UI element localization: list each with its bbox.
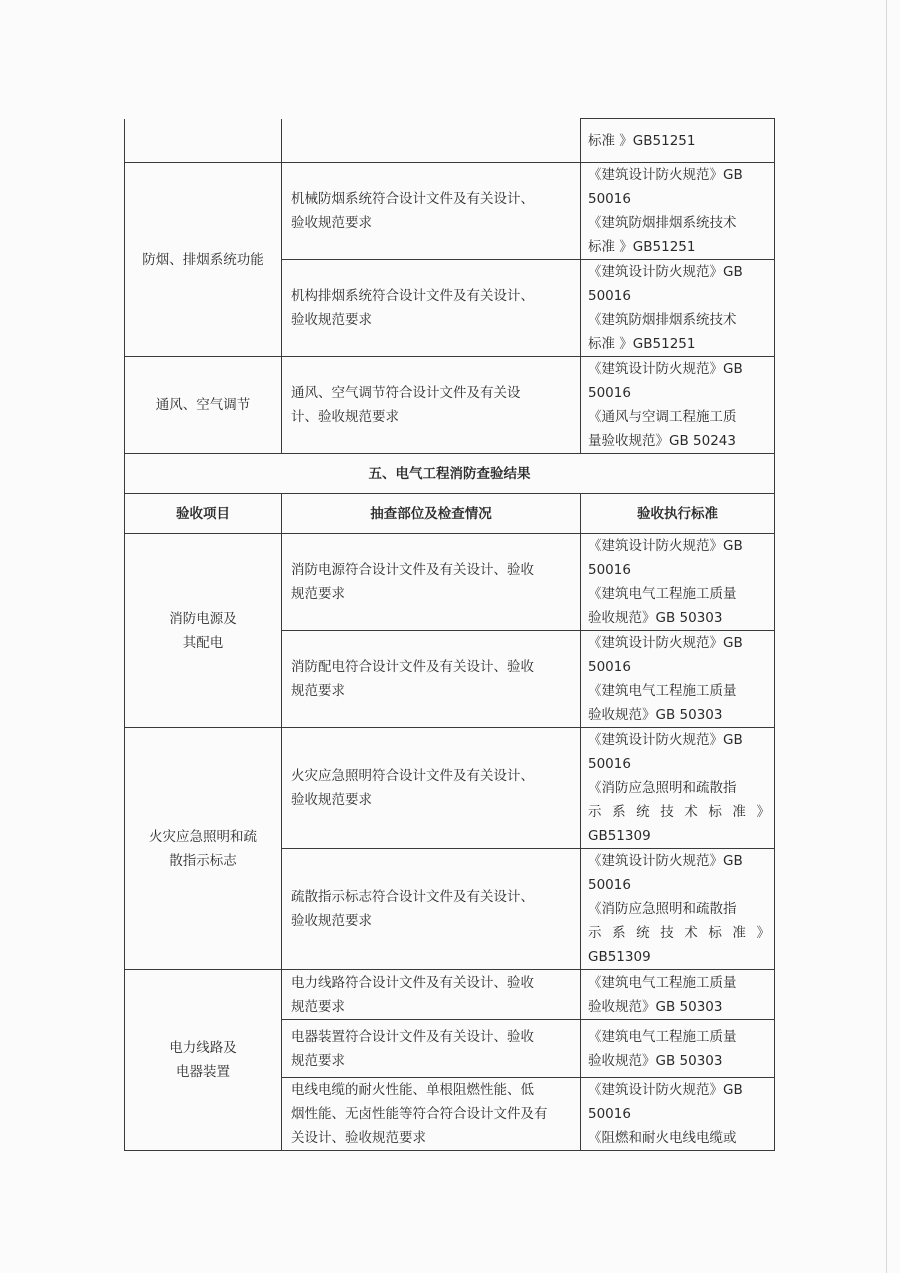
standard-line: 《通风与空调工程施工质 [588,409,737,425]
section-row [125,454,775,494]
check-line: 验收规范要求 [291,215,372,231]
standard-line: 标准 》GB51251 [588,336,696,352]
standard-line: 《阻燃和耐火电线电缆或 [588,1130,737,1146]
standard-cell [581,849,775,970]
check-cell [282,260,581,357]
check-line: 烟性能、无卤性能等符合符合设计文件及有 [291,1106,548,1122]
check-line: 规范要求 [291,998,345,1015]
item-cell [125,163,282,357]
standard-cell [581,534,775,631]
check-cell [282,1020,581,1078]
check-cell [282,970,581,1020]
item-cell [125,119,282,163]
header-item: 验收项目 [125,494,282,534]
check-line: 疏散指示标志符合设计文件及有关设计、 [291,889,534,905]
standard-line: 50016 [588,877,631,893]
table-row [125,163,775,260]
standard-line: GB51309 [588,828,651,844]
header-check: 抽查部位及检查情况 [282,494,581,534]
check-line: 验收规范要求 [291,913,372,929]
check-cell [282,357,581,454]
standard-line: 标准 》GB51251 [588,132,696,149]
standard-line: 50016 [588,756,631,772]
standard-line: 《消防应急照明和疏散指 [588,780,737,796]
standard-line: 50016 [588,562,631,578]
standard-line: GB51309 [588,949,651,965]
justified-char: 系 [612,804,626,820]
check-line: 火灾应急照明符合设计文件及有关设计、 [291,768,534,784]
standard-line: 50016 [588,288,631,304]
item-label: 散指示标志 [169,852,237,869]
standard-line: 《建筑设计防火规范》GB [588,264,743,280]
standard-cell [581,119,775,163]
check-line: 电力线路符合设计文件及有关设计、验收 [291,974,534,991]
justified-char: 标 [708,925,722,941]
header-standard: 验收执行标准 [581,494,775,534]
standard-line: 验收规范》GB 50303 [588,1052,723,1069]
check-cell [282,534,581,631]
item-cell [125,970,282,1151]
standard-cell [581,631,775,728]
check-cell [282,631,581,728]
check-line: 计、验收规范要求 [291,409,399,425]
standard-line: 《建筑设计防火规范》GB [588,167,743,183]
standard-line: 标准 》GB51251 [588,239,696,255]
item-cell [125,357,282,454]
standard-cell [581,1078,775,1151]
standard-line: 《消防应急照明和疏散指 [588,901,737,917]
standard-line: 《建筑设计防火规范》GB [588,361,743,377]
justified-char: 术 [684,804,698,820]
check-line: 规范要求 [291,1052,345,1069]
justified-char: 准 [732,925,746,941]
standard-line: 量验收规范》GB 50243 [588,433,736,449]
standard-cell [581,1020,775,1078]
standard-line: 《建筑防烟排烟系统技术 [588,215,737,231]
check-line: 通风、空气调节符合设计文件及有关设 [291,385,521,401]
item-label: 防烟、排烟系统功能 [142,251,264,268]
standard-line: 50016 [588,191,631,207]
check-cell [282,119,581,163]
table-row [125,119,775,163]
justified-char: 统 [636,804,650,820]
item-label: 消防电源及 [169,610,237,627]
standard-cell [581,970,775,1020]
standard-line: 《建筑设计防火规范》GB [588,853,743,869]
check-line: 规范要求 [291,683,345,699]
check-cell [282,1078,581,1151]
standard-line: 50016 [588,659,631,675]
check-line: 电器装置符合设计文件及有关设计、验收 [291,1028,534,1045]
standard-justified-line [588,800,770,824]
check-line: 机构排烟系统符合设计文件及有关设计、 [291,288,534,304]
standard-line: 《建筑电气工程施工质量 [588,586,737,602]
table-row [125,728,775,849]
standard-line: 《建筑电气工程施工质量 [588,683,737,699]
check-line: 验收规范要求 [291,792,372,808]
item-label: 电器装置 [176,1064,230,1080]
check-line: 消防电源符合设计文件及有关设计、验收 [291,562,534,578]
header-row [125,494,775,534]
standard-cell [581,260,775,357]
standard-line: 《建筑设计防火规范》GB [588,732,743,748]
check-line: 电线电缆的耐火性能、单根阻燃性能、低 [291,1082,534,1098]
standard-justified-line [588,921,770,945]
check-cell [282,849,581,970]
justified-char: 系 [612,925,626,941]
check-line: 规范要求 [291,586,345,602]
justified-char: 技 [660,925,674,941]
justified-char: 示 [588,804,602,820]
justified-char: 标 [708,804,722,820]
justified-char: 》 [756,804,770,820]
justified-char: 准 [732,804,746,820]
standard-line: 《建筑设计防火规范》GB [588,635,743,651]
item-label: 电力线路及 [169,1040,237,1056]
standard-line: 《建筑设计防火规范》GB [588,538,743,554]
standard-line: 《建筑电气工程施工质量 [588,1028,737,1045]
section-title: 五、电气工程消防查验结果 [125,454,775,494]
check-line: 关设计、验收规范要求 [291,1130,426,1146]
standard-line: 50016 [588,385,631,401]
standard-cell [581,163,775,260]
check-line: 机械防烟系统符合设计文件及有关设计、 [291,191,534,207]
item-label: 通风、空气调节 [155,397,251,413]
standard-line: 《建筑电气工程施工质量 [588,974,737,991]
table-row [125,357,775,454]
standard-line: 验收规范》GB 50303 [588,707,723,723]
check-line: 消防配电符合设计文件及有关设计、验收 [291,659,534,675]
page-edge [886,0,887,1273]
item-cell [125,728,282,970]
justified-char: 统 [636,925,650,941]
standard-line: 验收规范》GB 50303 [588,998,723,1015]
table-row [125,534,775,631]
inspection-table [124,118,775,1151]
standard-line: 50016 [588,1106,631,1122]
standard-line: 《建筑防烟排烟系统技术 [588,312,737,328]
justified-char: 技 [660,804,674,820]
standard-cell [581,357,775,454]
standard-cell [581,728,775,849]
check-line: 验收规范要求 [291,312,372,328]
justified-char: 示 [588,925,602,941]
table-row [125,970,775,1020]
standard-line: 验收规范》GB 50303 [588,610,723,626]
check-cell [282,728,581,849]
justified-char: 》 [756,925,770,941]
item-label: 其配电 [182,634,224,651]
item-cell [125,534,282,728]
item-label: 火灾应急照明和疏 [149,828,257,845]
check-cell [282,163,581,260]
standard-line: 《建筑设计防火规范》GB [588,1082,743,1098]
justified-char: 术 [684,925,698,941]
